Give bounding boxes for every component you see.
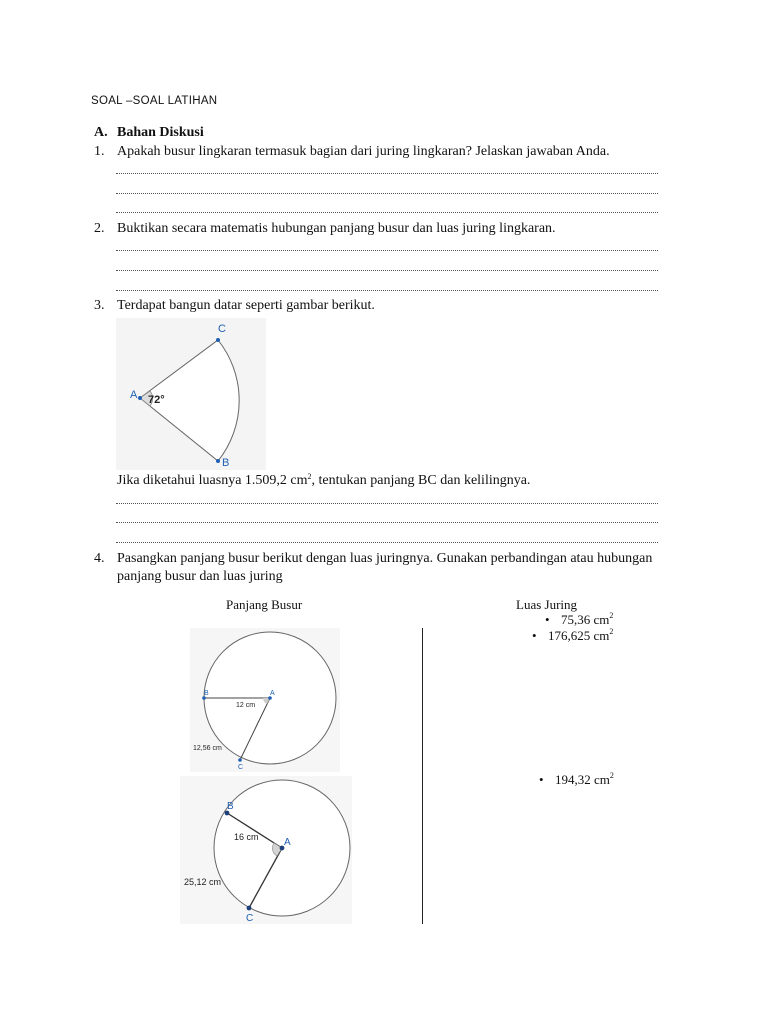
luas-item[interactable]: • 176,625 $cm^2$: [532, 627, 614, 643]
label-c: C: [246, 913, 254, 924]
question-2-text: Buktikan secara matematis hubungan panjang busur dan luas juring lingkaran.: [117, 221, 556, 236]
point-c: [247, 906, 252, 911]
point-c: [238, 758, 242, 762]
label-a: A: [270, 690, 275, 697]
answer-line[interactable]: [116, 503, 658, 504]
column-divider: [422, 628, 423, 924]
answer-line[interactable]: [116, 212, 658, 213]
question-3-number: 3.: [94, 298, 105, 313]
section-letter: A.: [94, 125, 108, 140]
label-c: C: [238, 764, 244, 771]
point-a: [138, 396, 142, 400]
column-title-luas-juring: Luas Juring: [516, 597, 578, 612]
question-4-text-line1: Pasangkan panjang busur berikut dengan luas juringnya. Gunakan perbandingan atau hubungan: [117, 551, 653, 566]
sector-figure: [116, 318, 266, 470]
answer-line[interactable]: [116, 542, 658, 543]
bullet-icon: •: [545, 612, 550, 627]
question-4-number: 4.: [94, 551, 105, 566]
question-3-followup: Jika diketahui luasnya 1.509,2 $cm^2$, tentukan panjang BC dan kelilingnya.: [117, 472, 531, 488]
label-b: B: [204, 690, 209, 697]
question-1-text: Apakah busur lingkaran termasuk bagian dari juring lingkaran? Jelaskan jawaban Anda.: [117, 144, 610, 159]
arc-label: 12,56 cm: [193, 745, 222, 752]
answer-line[interactable]: [116, 270, 658, 271]
luas-item[interactable]: • 194,32 $cm^2$: [539, 771, 614, 787]
page-header: SOAL –SOAL LATIHAN: [91, 95, 218, 107]
label-a: A: [284, 837, 291, 848]
radius-label: 12 cm: [236, 702, 256, 709]
point-c: [216, 338, 220, 342]
answer-line[interactable]: [116, 290, 658, 291]
radius-label: 16 cm: [234, 832, 259, 842]
question-1-number: 1.: [94, 144, 105, 159]
column-title-panjang-busur: Panjang Busur: [226, 597, 303, 612]
circle-figure-1: [190, 628, 340, 772]
answer-line[interactable]: [116, 250, 658, 251]
question-3-text: Terdapat bangun datar seperti gambar berikut.: [117, 298, 375, 313]
point-b: [216, 459, 220, 463]
answer-line[interactable]: [116, 522, 658, 523]
answer-line[interactable]: [116, 173, 658, 174]
angle-label: 72°: [148, 394, 165, 406]
bullet-icon: •: [532, 628, 537, 643]
arc-label: 25,12 cm: [184, 877, 222, 887]
luas-item[interactable]: • 75,36 $cm^2$: [545, 611, 614, 627]
circle-figure-2: [180, 776, 352, 924]
label-b: B: [227, 801, 234, 812]
label-c: C: [218, 323, 226, 335]
question-2-number: 2.: [94, 221, 105, 236]
label-b: B: [222, 457, 230, 469]
section-title: Bahan Diskusi: [117, 125, 204, 140]
label-a: A: [130, 389, 138, 401]
question-4-text-line2: panjang busur dan luas juring: [117, 569, 283, 584]
answer-line[interactable]: [116, 193, 658, 194]
bullet-icon: •: [539, 772, 544, 787]
